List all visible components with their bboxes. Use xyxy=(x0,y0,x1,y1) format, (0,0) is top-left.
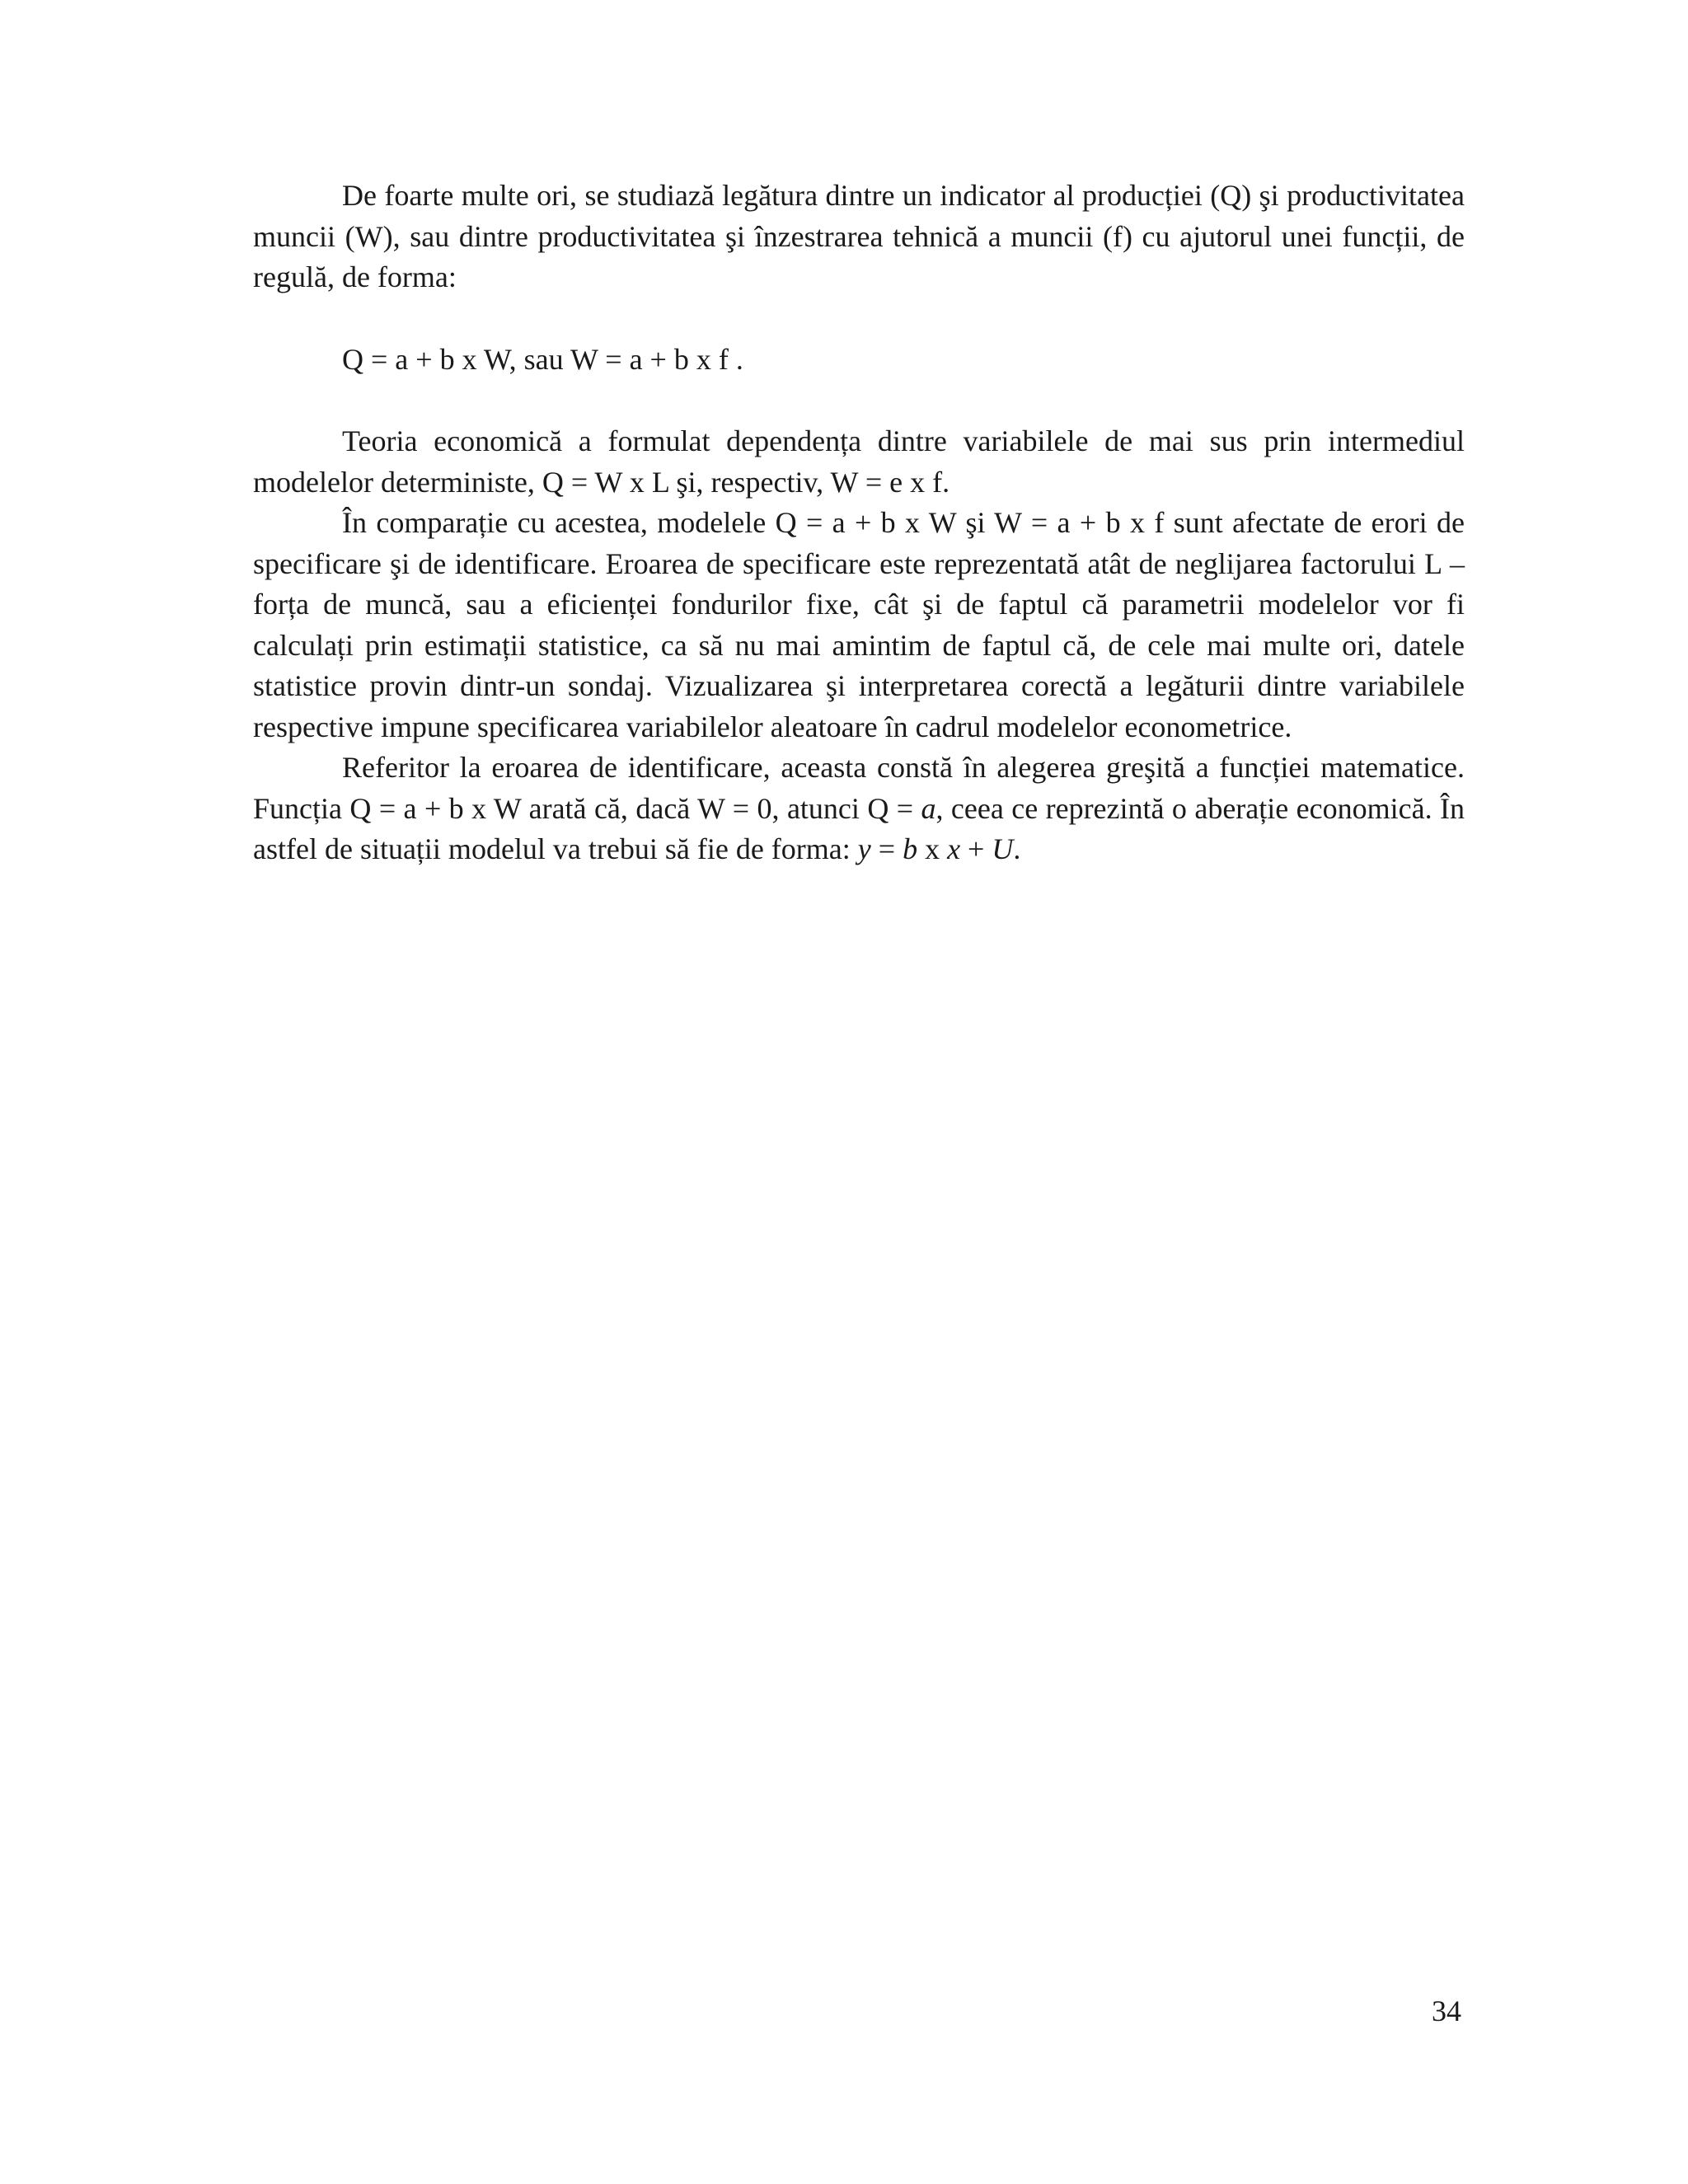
equals-sign: = xyxy=(870,832,903,865)
paragraph-identification-error xyxy=(253,748,1465,870)
paragraph-intro: De foarte multe ori, se studiază legătura dintre un indicator al producției (Q) şi productivitatea muncii (W), sau dintre productivitatea şi înzestrarea tehnică a muncii (f) cu ajutorul unei funcții, de regulă, de forma: xyxy=(253,179,1465,293)
italic-a: a xyxy=(921,791,936,825)
italic-x: x xyxy=(947,832,961,865)
paragraph-deterministic-models: Teoria economică a formulat dependența dintre variabilele de mai sus prin intermediul modelelor deterministe, Q = W x L şi, respectiv, W = e x f. xyxy=(253,424,1465,499)
paragraph-specification-error: În comparație cu acestea, modelele Q = a + b x W şi W = a + b x f sunt afectate de erori de specificare şi de identificare. Eroarea de specificare este reprezentată atât de neglijarea factorului L – forța de muncă, sau a eficienței fondurilor fixe, cât şi de faptul că parametrii modelelor vor fi calculați prin estimații statistice, ca să nu mai amintim de faptul că, de cele mai multe ori, datele statistice provin dintr-un sondaj. Vizualizarea şi interpretarea corectă a legăturii dintre variabilele respective impune specificarea variabilelor aleatoare în cadrul modelelor econometrice. xyxy=(253,506,1465,743)
times-sign: x xyxy=(917,832,948,865)
italic-y: y xyxy=(857,832,871,865)
italic-b: b xyxy=(903,832,918,865)
identification-text-b: , ceea ce reprezintă o aberație economică. În astfel de situații modelul va trebui să fie de forma: xyxy=(253,791,1465,865)
sentence-end: . xyxy=(1013,832,1021,865)
plus-sign: + xyxy=(960,832,992,865)
formula-linear-functions: Q = a + b x W, sau W = a + b x f . xyxy=(342,342,743,376)
document-body xyxy=(253,176,1465,870)
italic-u: U xyxy=(992,832,1014,865)
identification-text-a: Referitor la eroarea de identificare, aceasta constă în alegerea greşită a funcției matematice. Funcția Q = a + b x W arată că, dacă W = 0, atunci Q = xyxy=(253,751,1465,825)
page-number: 34 xyxy=(1432,1994,1461,2027)
